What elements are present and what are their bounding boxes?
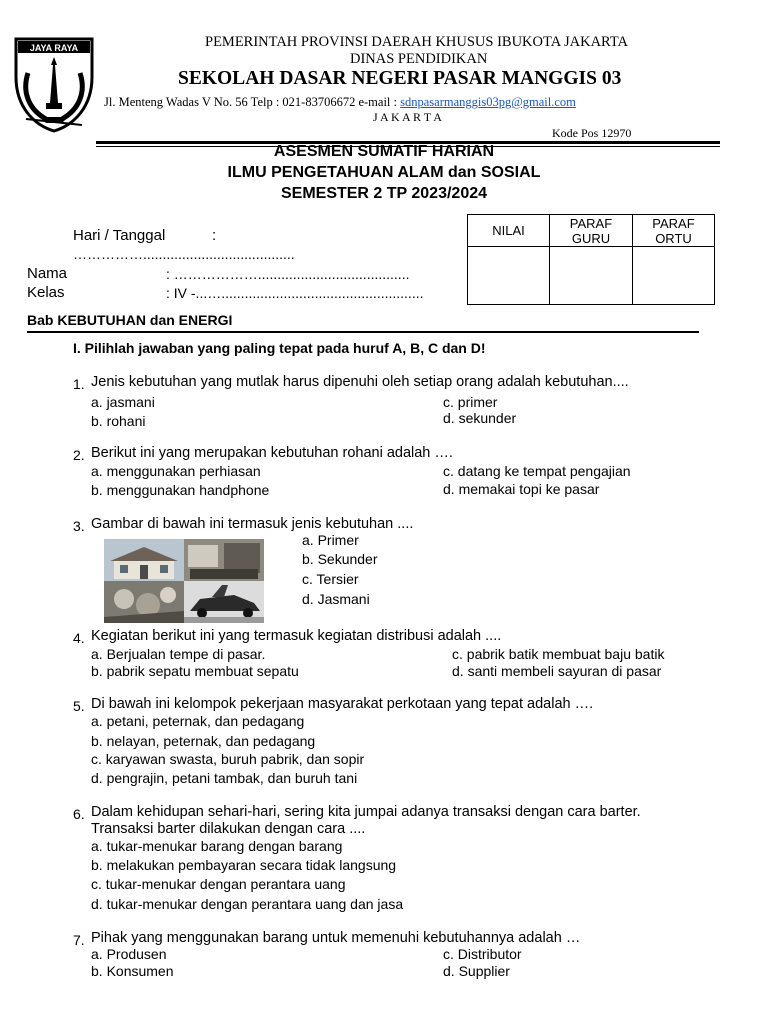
paraf-ortu-header: PARAF ORTU [633, 215, 715, 247]
email-link[interactable]: sdnpasarmanggis03pg@gmail.com [400, 95, 576, 109]
question-6-text-line-2: Transaksi barter dilakukan dengan cara .... [91, 821, 366, 837]
address-text: Jl. Menteng Wadas V No. 56 Telp : 021-83706672 e-mail : [104, 95, 397, 109]
government-line: PEMERINTAH PROVINSI DAERAH KHUSUS IBUKOTA JAKARTA [205, 34, 629, 50]
question-7-option-c[interactable]: c. Distributor [443, 946, 522, 962]
school-name: SEKOLAH DASAR NEGERI PASAR MANGGIS 03 [178, 68, 622, 89]
question-7-option-a[interactable]: a. Produsen [91, 946, 167, 962]
question-5-option-c[interactable]: c. karyawan swasta, buruh pabrik, dan sopir [91, 751, 365, 767]
question-3-number: 3. [73, 518, 85, 534]
nilai-header: NILAI [468, 215, 550, 247]
address-line [104, 95, 576, 110]
question-4-number: 4. [73, 630, 85, 646]
postal-code: Kode Pos 12970 [552, 126, 632, 140]
question-7-option-d[interactable]: d. Supplier [443, 963, 510, 979]
exam-title-1: ASESMEN SUMATIF HARIAN [273, 143, 495, 160]
question-6-option-d[interactable]: d. tukar-menukar dengan perantara uang dan jasa [91, 896, 404, 912]
class-field[interactable]: : IV -...….................................................... [166, 285, 424, 301]
day-label: Hari / Tanggal [73, 227, 166, 244]
class-label: Kelas [27, 284, 65, 301]
logo-banner-text: JAYA RAYA [29, 43, 79, 53]
question-4-option-c[interactable]: c. pabrik batik membuat baju batik [452, 646, 665, 662]
exam-title-3: SEMESTER 2 TP 2023/2024 [280, 185, 488, 202]
day-field[interactable]: ……………....................................... [73, 246, 295, 262]
question-5-number: 5. [73, 698, 85, 714]
nilai-cell[interactable] [468, 247, 550, 305]
question-3-option-d[interactable]: d. Jasmani [302, 591, 370, 607]
paraf-guru-header: PARAF GURU [550, 215, 633, 247]
jakarta-emblem-icon [12, 33, 96, 133]
question-3-text: Gambar di bawah ini termasuk jenis kebutuhan .... [91, 516, 414, 532]
name-field[interactable]: : ………………....................................... [166, 266, 410, 282]
question-5-option-b[interactable]: b. nelayan, peternak, dan pedagang [91, 733, 316, 749]
paraf-ortu-cell[interactable] [633, 247, 715, 305]
question-7-number: 7. [73, 932, 85, 948]
question-4-option-a[interactable]: a. Berjualan tempe di pasar. [91, 646, 266, 662]
department-line: DINAS PENDIDIKAN [350, 51, 488, 67]
chapter-divider [27, 331, 699, 333]
question-6-option-a[interactable]: a. tukar-menukar barang dengan barang [91, 838, 343, 854]
name-label: Nama [27, 265, 68, 282]
section-instruction: I. Pilihlah jawaban yang paling tepat pada huruf A, B, C dan D! [73, 340, 486, 356]
question-7-text: Pihak yang menggunakan barang untuk memenuhi kebutuhannya adalah … [91, 930, 581, 946]
question-3-option-a[interactable]: a. Primer [302, 532, 359, 548]
question-1-option-d[interactable]: d. sekunder [443, 410, 517, 426]
score-table [467, 214, 715, 305]
question-3-option-c[interactable]: c. Tersier [302, 571, 359, 587]
question-5-text: Di bawah ini kelompok pekerjaan masyarakat perkotaan yang tepat adalah …. [91, 696, 594, 712]
luxury-collage-image [104, 539, 264, 623]
question-2-text: Berikut ini yang merupakan kebutuhan rohani adalah …. [91, 445, 453, 461]
question-2-option-c[interactable]: c. datang ke tempat pengajian [443, 463, 631, 479]
question-2-option-d[interactable]: d. memakai topi ke pasar [443, 481, 600, 497]
question-2-option-b[interactable]: b. menggunakan handphone [91, 482, 270, 498]
paraf-guru-cell[interactable] [550, 247, 633, 305]
question-5-option-a[interactable]: a. petani, peternak, dan pedagang [91, 713, 305, 729]
question-4-text: Kegiatan berikut ini yang termasuk kegiatan distribusi adalah .... [91, 628, 502, 644]
question-1-option-b[interactable]: b. rohani [91, 413, 146, 429]
question-2-option-a[interactable]: a. menggunakan perhiasan [91, 463, 261, 479]
day-colon: : [212, 227, 217, 244]
chapter-title: Bab KEBUTUHAN dan ENERGI [27, 312, 233, 328]
question-6-text: Dalam kehidupan sehari-hari, sering kita jumpai adanya transaksi dengan cara barter. [91, 804, 641, 820]
city-line: J A K A R T A [373, 110, 442, 124]
question-6-number: 6. [73, 806, 85, 822]
question-4-option-d[interactable]: d. santi membeli sayuran di pasar [452, 663, 662, 679]
question-2-number: 2. [73, 447, 85, 463]
question-7-option-b[interactable]: b. Konsumen [91, 963, 174, 979]
question-6-option-b[interactable]: b. melakukan pembayaran secara tidak langsung [91, 857, 397, 873]
question-5-option-d[interactable]: d. pengrajin, petani tambak, dan buruh tani [91, 770, 358, 786]
question-1-option-c[interactable]: c. primer [443, 394, 498, 410]
question-3-option-b[interactable]: b. Sekunder [302, 551, 378, 567]
question-1-text: Jenis kebutuhan yang mutlak harus dipenuhi oleh setiap orang adalah kebutuhan.... [91, 374, 629, 390]
question-4-option-b[interactable]: b. pabrik sepatu membuat sepatu [91, 663, 299, 679]
question-6-option-c[interactable]: c. tukar-menukar dengan perantara uang [91, 876, 346, 892]
exam-title-2: ILMU PENGETAHUAN ALAM dan SOSIAL [227, 164, 541, 181]
question-1-number: 1. [73, 376, 85, 392]
question-1-option-a[interactable]: a. jasmani [91, 394, 155, 410]
